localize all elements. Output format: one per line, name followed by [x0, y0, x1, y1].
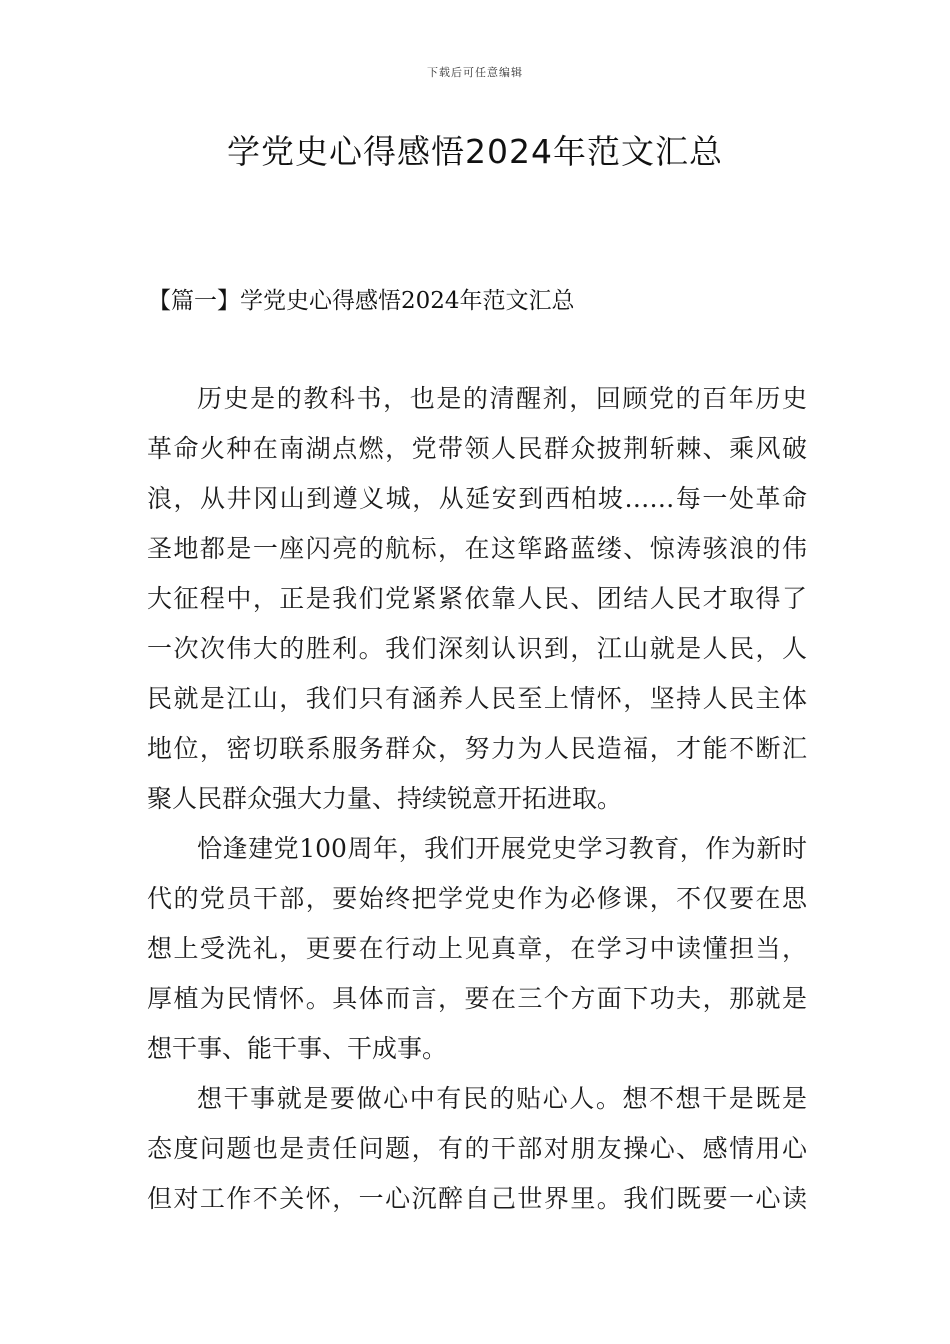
text-line: 想干事、能干事、干成事。 [147, 1034, 448, 1063]
paragraph [147, 374, 807, 824]
section-heading: 【篇一】学党史心得感悟2024年范文汇总 [148, 288, 575, 314]
document-title: 学党史心得感悟2024年范文汇总 [227, 132, 723, 171]
text-line: 但对工作不关怀，一心沉醉自己世界里。我们既要一心读 [147, 1184, 807, 1213]
text-line: 想干事就是要做心中有民的贴心人。想不想干是既是 [197, 1084, 807, 1113]
text-line: 圣地都是一座闪亮的航标，在这筚路蓝缕、惊涛骇浪的伟 [147, 534, 807, 563]
text-line: 聚人民群众强大力量、持续锐意开拓进取。 [147, 784, 623, 813]
paragraph [147, 1074, 807, 1224]
text-line: 浪，从井冈山到遵义城，从延安到西柏坡……每一处革命 [147, 484, 807, 513]
document-body [147, 374, 807, 1224]
text-line: 想上受洗礼，更要在行动上见真章，在学习中读懂担当， [147, 934, 807, 963]
text-line: 恰逢建党100周年，我们开展党史学习教育，作为新时 [197, 834, 807, 863]
text-line: 历史是的教科书，也是的清醒剂，回顾党的百年历史 [197, 384, 807, 413]
text-line: 厚植为民情怀。具体而言，要在三个方面下功夫，那就是 [147, 984, 807, 1013]
text-line: 地位，密切联系服务群众，努力为人民造福，才能不断汇 [147, 734, 807, 763]
text-line: 大征程中，正是我们党紧紧依靠人民、团结人民才取得了 [147, 584, 807, 613]
header-note: 下载后可任意编辑 [427, 66, 523, 79]
text-line: 一次次伟大的胜利。我们深刻认识到，江山就是人民，人 [147, 634, 807, 663]
text-line: 态度问题也是责任问题，有的干部对朋友操心、感情用心 [147, 1134, 807, 1163]
text-line: 革命火种在南湖点燃，党带领人民群众披荆斩棘、乘风破 [147, 434, 807, 463]
text-line: 代的党员干部，要始终把学党史作为必修课，不仅要在思 [147, 884, 807, 913]
paragraph [147, 824, 807, 1074]
text-line: 民就是江山，我们只有涵养人民至上情怀，坚持人民主体 [147, 684, 807, 713]
